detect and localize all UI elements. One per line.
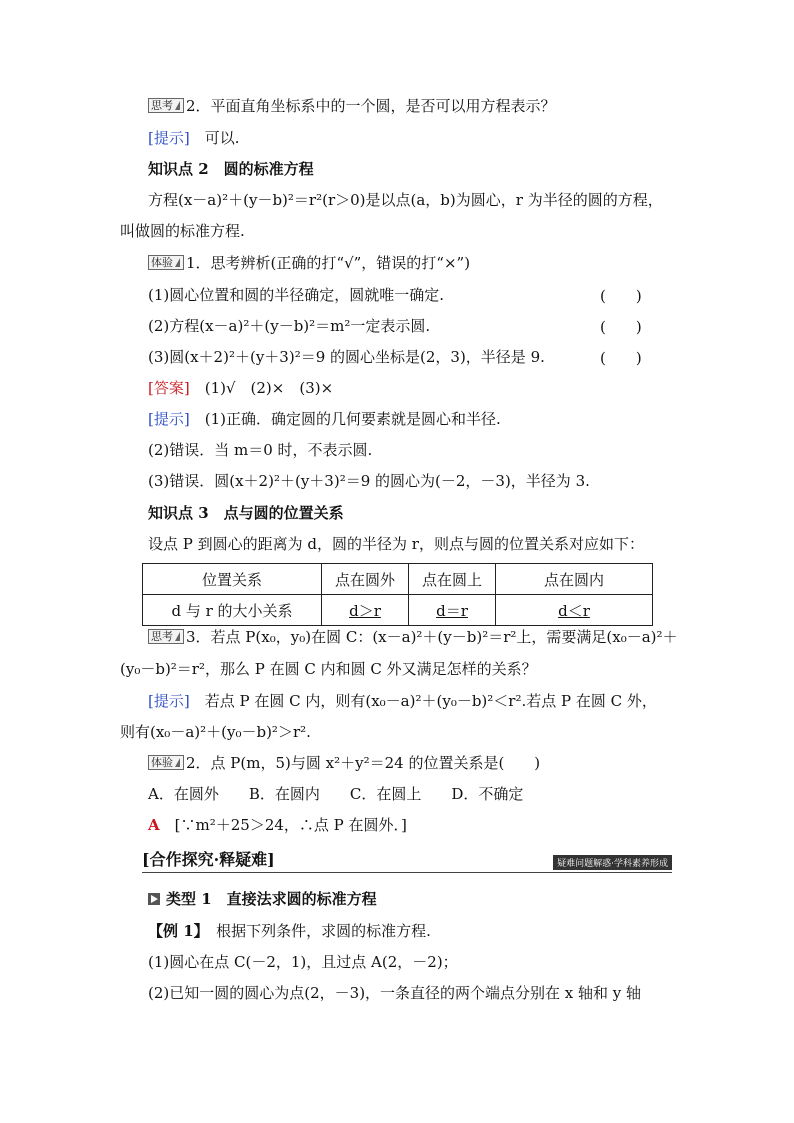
thinking-3-line-2: (y₀－b)²＝r²，那么 P 在圆 C 内和圆 C 外又满足怎样的关系？ (120, 660, 537, 678)
table-cell: d＝r (409, 595, 496, 626)
standard-equation-line-1: 方程(x－a)²＋(y－b)²＝r²(r＞0)是以点(a，b)为圆心，r 为半径的圆的方程， (148, 191, 663, 209)
hint-label: [提示] (148, 129, 190, 147)
hint-label: [提示] (148, 410, 190, 428)
experience-1-hint-3: (3)错误．圆(x＋2)²＋(y＋3)²＝9 的圆心为(－2，－3)，半径为 3. (148, 472, 590, 490)
knowledge-point-3-title: 知识点 3 点与圆的位置关系 (148, 504, 344, 522)
experience-2-options: A．在圆外 B．在圆内 C．在圆上 D．不确定 (148, 785, 524, 803)
thinking-tag: 思考 (148, 98, 184, 113)
experience-tag: 体验 (148, 255, 184, 270)
table-cell: d 与 r 的大小关系 (143, 595, 322, 626)
thinking-3-hint-2: 则有(x₀－a)²＋(y₀－b)²＞r². (120, 723, 311, 741)
experience-1-answer: [答案] (1)√ (2)× (3)× (148, 379, 334, 397)
table-header-cell: 点在圆内 (496, 564, 653, 595)
thinking-3-hint-1: [提示] 若点 P 在圆 C 内，则有(x₀－a)²＋(y₀－b)²＜r².若点 P 在圆 C 外， (148, 692, 657, 710)
table-header-cell: 点在圆外 (322, 564, 409, 595)
thinking-3-line-1: 思考 3．若点 P(x₀，y₀)在圆 C：(x－a)²＋(y－b)²＝r²上，需要满足(x₀－a)²＋ (148, 627, 678, 647)
thinking-2-question: 思考 2．平面直角坐标系中的一个圆，是否可以用方程表示？ (148, 96, 556, 116)
knowledge-point-2-title: 知识点 2 圆的标准方程 (148, 160, 314, 178)
experience-1-q1: (1)圆心位置和圆的半径确定，圆就唯一确定. (148, 286, 445, 304)
table-row (143, 564, 653, 595)
section-subtitle: 疑难问题解惑·学科素养形成 (553, 855, 672, 870)
table-header-cell: 位置关系 (143, 564, 322, 595)
experience-tag: 体验 (148, 755, 184, 770)
table-header-cell: 点在圆上 (409, 564, 496, 595)
hint-1: [提示] 可以. (148, 129, 240, 147)
section-title: [合作探究·释疑难] (142, 850, 275, 869)
table-cell: d＞r (322, 595, 409, 626)
experience-1-q3: (3)圆(x＋2)²＋(y＋3)²＝9 的圆心坐标是(2，3)，半径是 9. (148, 348, 545, 366)
answer-blank-2: ( ) (600, 318, 642, 336)
example-1-condition-2: (2)已知一圆的圆心为点(2，－3)，一条直径的两个端点分别在 x 轴和 y 轴 (148, 984, 642, 1002)
experience-2-question: 体验 2．点 P(m，5)与圆 x²＋y²＝24 的位置关系是( ) (148, 753, 540, 773)
experience-1-hint-1: [提示] (1)正确．确定圆的几何要素就是圆心和半径. (148, 410, 501, 428)
answer-blank-1: ( ) (600, 287, 642, 305)
experience-1-hint-2: (2)错误．当 m＝0 时，不表示圆. (148, 441, 373, 459)
table-row (143, 595, 653, 626)
answer-label: [答案] (148, 379, 190, 397)
table-cell: d＜r (496, 595, 653, 626)
example-label: 【例 1】 (148, 922, 202, 940)
thinking-tag: 思考 (148, 629, 184, 644)
answer-blank-3: ( ) (600, 349, 642, 367)
type-1-title: 类型 1 直接法求圆的标准方程 (148, 889, 377, 909)
section-banner (142, 850, 672, 873)
example-1-condition-1: (1)圆心在点 C(－2，1)，且过点 A(2，－2)； (148, 953, 458, 971)
play-arrow-icon (148, 893, 160, 905)
example-1-title: 【例 1】 根据下列条件，求圆的标准方程. (148, 922, 431, 940)
experience-2-answer: A [∵m²＋25＞24，∴点 P 在圆外．] (148, 816, 407, 834)
position-relation-table (142, 563, 653, 626)
experience-1-q2: (2)方程(x－a)²＋(y－b)²＝m²一定表示圆. (148, 317, 431, 335)
experience-1-title: 体验 1．思考辨析(正确的打“√”，错误的打“×”) (148, 253, 470, 273)
standard-equation-line-2: 叫做圆的标准方程. (120, 222, 245, 240)
answer-letter: A (148, 816, 160, 834)
knowledge-point-3-intro: 设点 P 到圆心的距离为 d，圆的半径为 r，则点与圆的位置关系对应如下： (148, 535, 644, 553)
hint-label: [提示] (148, 692, 190, 710)
